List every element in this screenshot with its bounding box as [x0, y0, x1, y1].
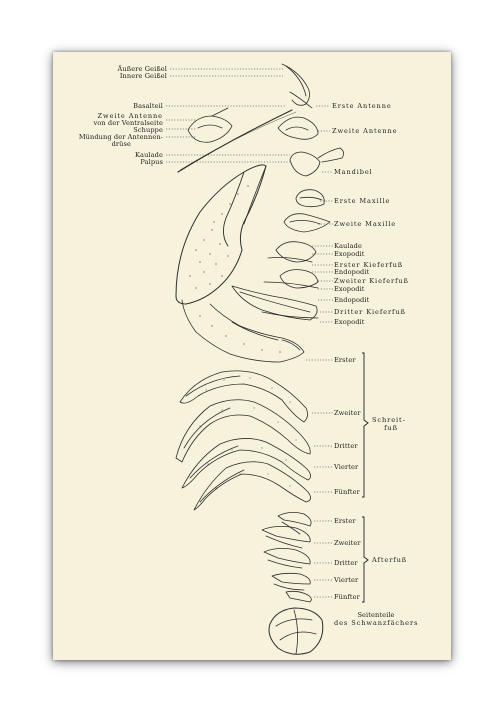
label-zweiter-kieferfuss: Zweiter Kieferfuß	[334, 277, 409, 285]
label-zweite-antenne: Zweite Antenne	[332, 127, 398, 135]
label-after-zweiter: Zweiter	[334, 539, 361, 547]
label-seitenteile-2: des Schwanzfächers	[334, 619, 419, 627]
label-innere-geissel: Innere Geißel	[119, 72, 167, 80]
label-schreit-dritter: Dritter	[334, 442, 358, 450]
label-endopodit-2: Endopodit	[334, 296, 370, 304]
label-zweite-antenne-ventral-1: Zweite Antenne	[97, 112, 163, 120]
label-mandibel: Mandibel	[334, 168, 373, 176]
label-schreit-fuenfter: Fünfter	[334, 488, 360, 496]
label-schreitfuss-2: fuß	[384, 424, 398, 432]
label-exopodit-3: Exopodit	[334, 318, 365, 326]
label-seitenteile-1: Seitenteile	[357, 611, 395, 619]
label-basalteil: Basalteil	[133, 102, 163, 110]
label-erste-maxille: Erste Maxille	[334, 197, 391, 205]
label-exopodit-1: Exopodit	[334, 250, 365, 258]
label-endopodit-1: Endopodit	[334, 268, 370, 276]
label-muendung-1: Mündung der Antennen-	[78, 133, 163, 141]
label-afterfuss: Afterfuß	[372, 556, 408, 564]
label-schreitfuss-1: Schreit-	[372, 416, 406, 424]
label-erster-kieferfuss: Erster Kieferfuß	[334, 261, 404, 269]
label-palpus: Palpus	[140, 158, 163, 166]
label-after-dritter: Dritter	[334, 559, 358, 567]
label-schreit-zweiter: Zweiter	[334, 409, 361, 417]
label-zweite-antenne-ventral-2: von der Ventralseite	[93, 119, 163, 127]
label-after-fuenfter: Fünfter	[334, 593, 360, 601]
label-schuppe: Schuppe	[133, 126, 163, 134]
label-zweite-maxille: Zweite Maxille	[334, 220, 397, 228]
label-exopodit-2: Exopodit	[334, 285, 365, 293]
label-after-vierter: Vierter	[334, 576, 359, 584]
label-after-erster: Erster	[334, 517, 356, 525]
label-schreit-erster: Erster	[334, 356, 356, 364]
label-kaulade-right: Kaulade	[334, 242, 362, 250]
label-kaulade-left: Kaulade	[135, 151, 163, 159]
label-dritter-kieferfuss: Dritter Kieferfuß	[334, 308, 406, 316]
label-erste-antenne: Erste Antenne	[332, 102, 392, 110]
label-schreit-vierter: Vierter	[334, 463, 359, 471]
label-aussere-geissel: Äußere Geißel	[117, 65, 167, 73]
label-muendung-2: drüse	[111, 140, 131, 148]
